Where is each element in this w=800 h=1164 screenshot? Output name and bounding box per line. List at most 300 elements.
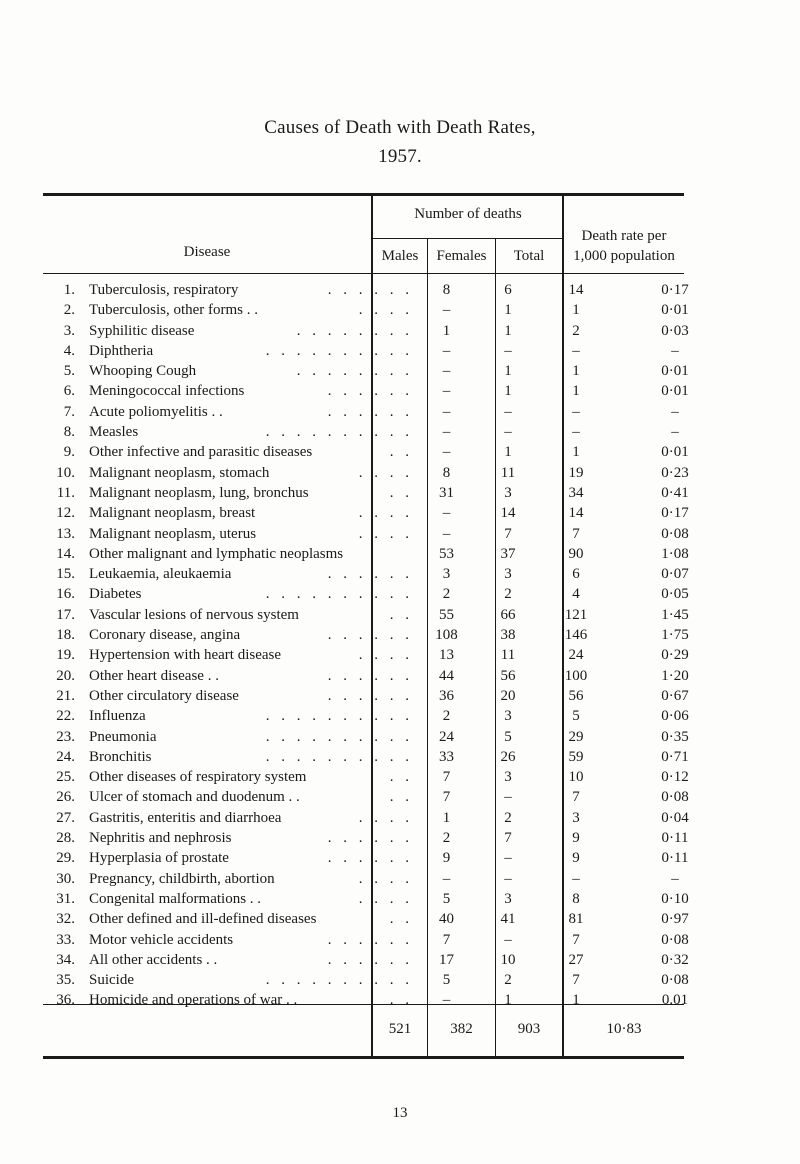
disease-name: Homicide and operations of war . . — [89, 992, 298, 1009]
dot-leaders: . . . . — [358, 809, 413, 826]
males-count: 9 — [442, 850, 451, 867]
death-rate: 0·01 — [661, 383, 689, 400]
table-row — [43, 280, 740, 300]
header-total: Total — [513, 248, 545, 264]
females-count: 20 — [500, 687, 516, 704]
dot-leaders: . . . . . . . . — [296, 363, 413, 380]
dot-leaders: . . . . . . — [327, 627, 413, 644]
males-count: – — [442, 992, 451, 1009]
table-row — [43, 828, 740, 848]
total-females: 382 — [450, 1021, 473, 1037]
dot-leaders: . . — [389, 992, 413, 1009]
females-count: 7 — [504, 525, 512, 542]
total-count: 14 — [568, 282, 584, 298]
dot-leaders: . . . . . . — [327, 687, 413, 704]
death-rate: 0·01 — [661, 444, 689, 461]
table-row — [43, 950, 740, 970]
dot-leaders: . . — [389, 444, 413, 461]
males-count: 1 — [442, 322, 451, 339]
table-row — [43, 787, 740, 807]
header-rate-line1: Death rate per — [581, 228, 667, 244]
dot-leaders: . . . . . . — [327, 282, 413, 298]
table-row — [43, 727, 740, 747]
males-count: 2 — [442, 708, 451, 725]
females-count: 56 — [500, 667, 516, 684]
death-rate: – — [671, 403, 679, 420]
disease-name: Vascular lesions of nervous system — [89, 606, 299, 623]
disease-cell — [79, 808, 419, 828]
disease-name: Malignant neoplasm, lung, bronchus — [89, 484, 309, 501]
table-row — [43, 747, 740, 767]
females-count: 1 — [504, 444, 512, 461]
dot-leaders: . . . . — [358, 464, 413, 481]
death-rate: 0·29 — [661, 647, 689, 664]
dot-leaders: . . . . . . . . . . — [265, 586, 413, 603]
males-count: 2 — [442, 586, 451, 603]
death-rate: 0·08 — [661, 525, 689, 542]
disease-name: Motor vehicle accidents — [89, 931, 234, 948]
dot-leaders: . . . . . . . . . . — [265, 424, 413, 441]
death-rate: 1·20 — [661, 667, 689, 684]
females-count: – — [504, 850, 512, 867]
total-count: 4 — [572, 586, 580, 603]
total-count: 9 — [572, 850, 580, 867]
row-number: 10. — [56, 464, 75, 481]
table-row — [43, 503, 740, 523]
females-count: 1 — [504, 302, 512, 319]
table-row — [43, 990, 740, 1010]
total-count: 7 — [572, 972, 580, 989]
females-count: 3 — [504, 769, 512, 786]
disease-cell — [79, 950, 419, 970]
total-count: 146 — [564, 627, 588, 644]
disease-cell — [79, 970, 419, 990]
total-count: 8 — [572, 890, 580, 907]
disease-cell — [79, 280, 419, 300]
death-rate: 0·08 — [661, 972, 689, 989]
dot-leaders: . . . . . . . . — [296, 322, 413, 339]
dot-leaders: . . . . . . — [327, 403, 413, 420]
dot-leaders: . . . . — [358, 302, 413, 319]
disease-name: Malignant neoplasm, stomach — [89, 464, 270, 481]
females-count: 1 — [504, 363, 512, 380]
disease-cell — [79, 503, 419, 523]
disease-cell — [79, 990, 419, 1010]
disease-name: Other circulatory disease — [89, 687, 239, 704]
total-rate: 10·83 — [606, 1021, 642, 1037]
males-count: 31 — [439, 484, 454, 501]
males-count: – — [442, 525, 451, 542]
disease-name: Other infective and parasitic diseases — [89, 444, 313, 461]
row-number: 17. — [56, 606, 75, 623]
disease-cell — [79, 869, 419, 889]
death-rate: 1·45 — [661, 606, 689, 623]
males-count: 55 — [439, 606, 454, 623]
table-row — [43, 848, 740, 868]
total-count: 24 — [568, 647, 584, 664]
row-number: 31. — [56, 890, 75, 907]
disease-cell — [79, 381, 419, 401]
disease-name: Other heart disease . . — [89, 667, 219, 684]
dot-leaders: . . — [389, 606, 413, 623]
death-rate: 1·75 — [661, 627, 689, 644]
total-count: 6 — [572, 566, 580, 583]
table-row — [43, 584, 740, 604]
dot-leaders: . . . . . . . . . . — [265, 708, 413, 725]
header-bottom-rule — [43, 273, 684, 274]
dot-leaders: . . . . . . — [327, 931, 413, 948]
total-count: 1 — [572, 302, 580, 319]
disease-name: Meningococcal infections — [89, 383, 245, 400]
header-number-of-deaths: Number of deaths — [414, 206, 522, 222]
total-count: 59 — [568, 748, 584, 765]
females-count: 2 — [504, 972, 512, 989]
males-count: 8 — [442, 464, 451, 481]
females-count: 66 — [500, 606, 516, 623]
males-count: – — [442, 342, 451, 359]
dot-leaders: . . . . . . . . . . — [265, 972, 413, 989]
total-count: – — [572, 870, 580, 887]
males-count: 5 — [442, 972, 451, 989]
disease-cell — [79, 706, 419, 726]
disease-name: Nephritis and nephrosis — [89, 830, 232, 847]
row-number: 28. — [56, 830, 75, 847]
dot-leaders: . . . . . . — [327, 667, 413, 684]
row-number: 25. — [56, 769, 75, 786]
dot-leaders: . . . . . . . . . . — [265, 728, 413, 745]
disease-name: Syphilitic disease — [89, 322, 195, 339]
table-top-rule — [43, 193, 684, 196]
disease-cell — [79, 361, 419, 381]
females-count: 1 — [504, 992, 512, 1009]
males-count: 2 — [442, 830, 451, 847]
disease-name: Coronary disease, angina — [89, 627, 241, 644]
males-count: – — [442, 444, 451, 461]
disease-cell — [79, 787, 419, 807]
row-number: 30. — [56, 870, 75, 887]
death-rate: 0.01 — [661, 992, 689, 1009]
dot-leaders: . . . . . . — [327, 566, 413, 583]
females-count: 3 — [504, 484, 512, 501]
table-row — [43, 767, 740, 787]
table-row — [43, 889, 740, 909]
death-rate: 0·23 — [661, 464, 689, 481]
dot-leaders: . . . . . . — [327, 383, 413, 400]
disease-name: Gastritis, enteritis and diarrhoea — [89, 809, 282, 826]
males-count: – — [442, 505, 451, 522]
males-count: – — [442, 363, 451, 380]
disease-name: Leukaemia, aleukaemia — [89, 566, 232, 583]
disease-cell — [79, 848, 419, 868]
disease-name: Influenza — [89, 708, 146, 725]
disease-cell — [79, 625, 419, 645]
males-count: 8 — [442, 282, 451, 298]
males-count: – — [442, 403, 451, 420]
males-count: 33 — [439, 748, 454, 765]
males-count: 7 — [442, 789, 451, 806]
disease-cell — [79, 564, 419, 584]
row-number: 9. — [63, 444, 75, 461]
total-count: 29 — [568, 728, 584, 745]
dot-leaders: . . — [389, 769, 413, 786]
females-count: 10 — [500, 951, 516, 968]
row-number: 4. — [63, 342, 75, 359]
death-rate: 0·11 — [661, 830, 689, 847]
table-row — [43, 524, 740, 544]
females-count: 2 — [504, 809, 512, 826]
females-count: 3 — [504, 708, 512, 725]
disease-name: Other diseases of respiratory system — [89, 769, 307, 786]
table-row — [43, 909, 740, 929]
row-number: 16. — [56, 586, 75, 603]
disease-cell — [79, 300, 419, 320]
total-count: 7 — [572, 931, 580, 948]
table-row — [43, 321, 740, 341]
females-count: – — [504, 403, 512, 420]
females-count: 3 — [504, 566, 512, 583]
females-count: 7 — [504, 830, 512, 847]
males-count: 3 — [442, 566, 451, 583]
total-count: – — [572, 403, 580, 420]
disease-name: Pregnancy, childbirth, abortion — [89, 870, 275, 887]
total-count: 1 — [572, 383, 580, 400]
dot-leaders: . . . . . . — [327, 850, 413, 867]
table-row — [43, 645, 740, 665]
disease-name: All other accidents . . — [89, 951, 218, 968]
disease-name: Suicide — [89, 972, 134, 989]
row-number: 32. — [56, 911, 75, 928]
death-rate: 0·11 — [661, 850, 689, 867]
females-count: – — [504, 870, 512, 887]
page-year: 1957. — [378, 146, 422, 167]
row-number: 13. — [56, 525, 75, 542]
disease-cell — [79, 341, 419, 361]
total-count: 5 — [572, 708, 580, 725]
disease-name: Pneumonia — [89, 728, 157, 745]
dot-leaders: . . . . — [358, 890, 413, 907]
total-count: 14 — [568, 505, 584, 522]
death-rate: 0·07 — [661, 566, 689, 583]
disease-name: Acute poliomyelitis . . — [89, 403, 223, 420]
row-number: 11. — [56, 484, 75, 501]
dot-leaders: . . . . — [358, 870, 413, 887]
females-count: 37 — [500, 545, 516, 562]
death-rate: 0·71 — [661, 748, 689, 765]
males-count: 1 — [442, 809, 451, 826]
disease-cell — [79, 930, 419, 950]
disease-cell — [79, 321, 419, 341]
females-count: 6 — [504, 282, 512, 298]
disease-cell — [79, 524, 419, 544]
females-count: – — [504, 789, 512, 806]
row-number: 1. — [63, 282, 75, 298]
row-number: 15. — [56, 566, 75, 583]
table-row — [43, 930, 740, 950]
disease-cell — [79, 442, 419, 462]
death-rate: 0·05 — [661, 586, 689, 603]
death-rate: 1·08 — [661, 545, 689, 562]
disease-cell — [79, 686, 419, 706]
females-count: 11 — [500, 647, 516, 664]
disease-cell — [79, 727, 419, 747]
table-row — [43, 808, 740, 828]
dot-leaders: . . . . — [358, 525, 413, 542]
disease-cell — [79, 463, 419, 483]
total-count: 2 — [572, 322, 580, 339]
row-number: 29. — [56, 850, 75, 867]
row-number: 26. — [56, 789, 75, 806]
row-number: 35. — [56, 972, 75, 989]
table-row — [43, 686, 740, 706]
disease-cell — [79, 584, 419, 604]
subheader-rule — [373, 238, 563, 239]
total-count: 7 — [572, 525, 580, 542]
total-count: 3 — [572, 809, 580, 826]
total-count: 10 — [568, 769, 584, 786]
disease-name: Diabetes — [89, 586, 142, 603]
total-all: 903 — [517, 1021, 541, 1037]
females-count: 2 — [504, 586, 512, 603]
disease-cell — [79, 422, 419, 442]
disease-name: Hypertension with heart disease — [89, 647, 282, 664]
disease-cell — [79, 666, 419, 686]
females-count: 5 — [504, 728, 512, 745]
table-bottom-rule — [43, 1056, 684, 1059]
table-row — [43, 544, 740, 564]
row-number: 21. — [56, 687, 75, 704]
disease-name: Ulcer of stomach and duodenum . . — [89, 789, 300, 806]
dot-leaders: . . — [389, 789, 413, 806]
disease-name: Bronchitis — [89, 748, 152, 765]
males-count: 5 — [442, 890, 451, 907]
death-rate: 0·32 — [661, 951, 689, 968]
total-count: 1 — [572, 363, 580, 380]
death-rate: 0·01 — [661, 363, 689, 380]
death-rate: 0·12 — [661, 769, 689, 786]
males-count: 7 — [442, 769, 451, 786]
females-count: 38 — [500, 627, 516, 644]
table-row — [43, 422, 740, 442]
death-rate: 0·35 — [661, 728, 689, 745]
table-row — [43, 442, 740, 462]
total-count: 1 — [572, 444, 580, 461]
table-row — [43, 341, 740, 361]
page-number: 13 — [392, 1105, 408, 1121]
females-count: 41 — [500, 911, 516, 928]
disease-cell — [79, 767, 419, 787]
death-rate: 0·08 — [661, 931, 689, 948]
dot-leaders: . . — [389, 484, 413, 501]
table-row — [43, 625, 740, 645]
females-count: 3 — [504, 890, 512, 907]
death-rate: 0·41 — [661, 484, 689, 501]
males-count: – — [442, 383, 451, 400]
total-count: 1 — [572, 992, 580, 1009]
death-rate: – — [671, 424, 679, 441]
females-count: – — [504, 931, 512, 948]
table-row — [43, 483, 740, 503]
males-count: 44 — [439, 667, 454, 684]
females-count: 1 — [504, 322, 512, 339]
row-number: 18. — [56, 627, 75, 644]
row-number: 6. — [63, 383, 75, 400]
disease-cell — [79, 402, 419, 422]
disease-name: Tuberculosis, respiratory — [89, 282, 239, 298]
dot-leaders: . . . . — [358, 647, 413, 664]
row-number: 22. — [56, 708, 75, 725]
causes-table — [43, 280, 740, 1011]
total-count: 19 — [568, 464, 584, 481]
females-count: 1 — [504, 383, 512, 400]
females-count: – — [504, 342, 512, 359]
disease-cell — [79, 889, 419, 909]
row-number: 24. — [56, 748, 75, 765]
disease-name: Congenital malformations . . — [89, 890, 262, 907]
header-disease: Disease — [183, 244, 231, 260]
disease-cell — [79, 645, 419, 665]
males-count: – — [442, 302, 451, 319]
disease-name: Other defined and ill-defined diseases — [89, 911, 317, 928]
males-count: – — [442, 870, 451, 887]
row-number: 14. — [56, 545, 75, 562]
disease-name: Tuberculosis, other forms . . — [89, 302, 259, 319]
total-count: 34 — [568, 484, 584, 501]
header-males: Males — [381, 248, 419, 264]
disease-name: Diphtheria — [89, 342, 154, 359]
death-rate: 0·08 — [661, 789, 689, 806]
row-number: 34. — [56, 951, 75, 968]
disease-cell — [79, 483, 419, 503]
males-count: 13 — [439, 647, 454, 664]
table-row — [43, 402, 740, 422]
table-row — [43, 605, 740, 625]
total-count: – — [572, 424, 580, 441]
row-number: 8. — [63, 424, 75, 441]
total-count: 81 — [568, 911, 584, 928]
disease-name: Other malignant and lymphatic neoplasms — [89, 545, 344, 562]
total-count: – — [572, 342, 580, 359]
disease-name: Whooping Cough — [89, 363, 197, 380]
header-rate-line2: 1,000 population — [573, 248, 675, 264]
males-count: 17 — [439, 951, 454, 968]
death-rate: 0·01 — [661, 302, 689, 319]
total-count: 7 — [572, 789, 580, 806]
females-count: 26 — [500, 748, 516, 765]
females-count: – — [504, 424, 512, 441]
death-rate: 0·03 — [661, 322, 689, 339]
dot-leaders: . . . . . . — [327, 830, 413, 847]
table-row — [43, 300, 740, 320]
females-count: 11 — [500, 464, 516, 481]
table-row — [43, 381, 740, 401]
row-number: 3. — [63, 322, 75, 339]
disease-name: Malignant neoplasm, breast — [89, 505, 256, 522]
row-number: 20. — [56, 667, 75, 684]
death-rate: – — [671, 870, 679, 887]
table-row — [43, 361, 740, 381]
males-count: 24 — [439, 728, 454, 745]
death-rate: 0·04 — [661, 809, 689, 826]
total-count: 9 — [572, 830, 580, 847]
total-count: 90 — [568, 545, 584, 562]
row-number: 2. — [63, 302, 75, 319]
disease-name: Hyperplasia of prostate — [89, 850, 229, 867]
disease-name: Malignant neoplasm, uterus — [89, 525, 257, 542]
total-count: 121 — [564, 606, 588, 623]
females-count: 14 — [500, 505, 516, 522]
death-rate: – — [671, 342, 679, 359]
header-females: Females — [436, 248, 487, 264]
